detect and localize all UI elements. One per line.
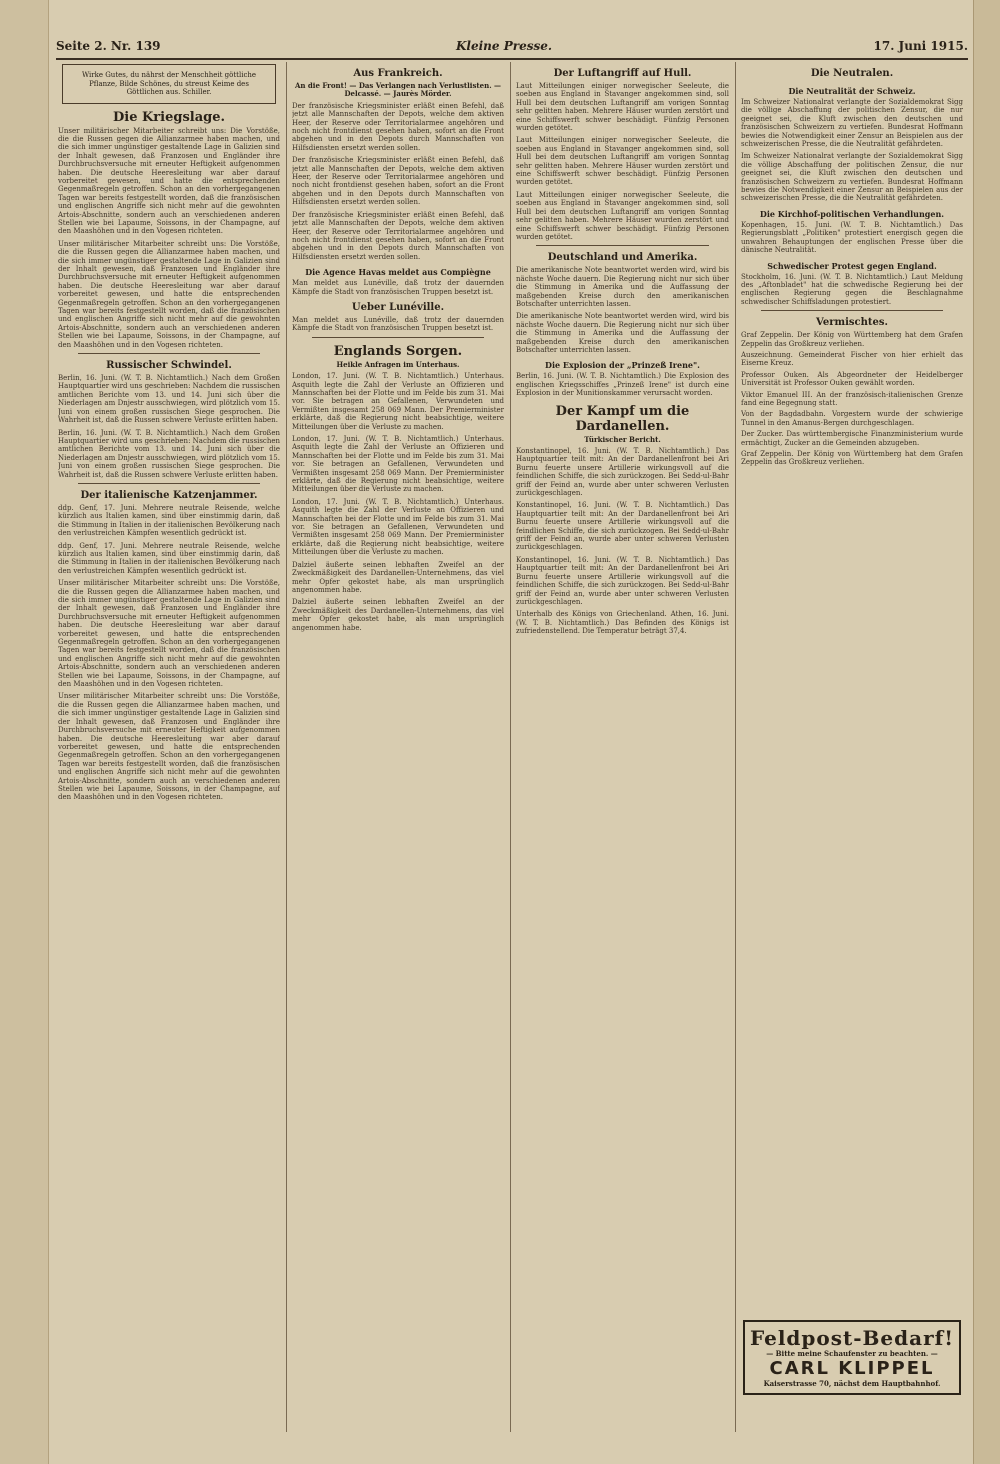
article-havas: Man meldet aus Lunéville, daß trotz der dauernden Kämpfe die Stadt von französischen Truppen besetzt ist. <box>292 279 504 296</box>
article-dalziel-cont: Dalziel äußerte seinen lebhaften Zweifel an der Zweckmäßigkeit des Dardanellen-Unternehmens, das viel mehr Opfer gekostet habe, als man ursprünglich angenommen habe. <box>292 598 504 632</box>
headline-dardanellen: Der Kampf um die Dardanellen. <box>555 403 690 434</box>
headline-schweiz: Die Neutralität der Schweiz. <box>788 86 916 96</box>
article-kriegslage-cont: Unser militärischer Mitarbeiter schreibt uns: Die Vorstöße, die die Russen gegen die Allianzarmee haben machen, und die sich immer ungünstiger gestaltende Lage in Galizien sind der Inhalt gewesen, daß Franzosen und Engländer ihre Durchbruchsversuche mit erneuter Heftigkeit aufgenommen haben. Die deutsche Heeresleitung war aber darauf vorbereitet gewesen, und hatte die entsprechenden Gegenmaßregeln getroffen. Schon an den vorhergegangenen Tagen war bereits festgestellt worden, daß die französischen und englischen Angriffe sich nicht mehr auf die gewohnten Artois-Abschnitte, sondern auch an verschiedenen anderen Stellen wie bei Lapaume, Soissons, in der Champagne, auf den Maashöhen und in den Vogesen richteten. <box>58 239 280 349</box>
article-dardanellen-cont2: Konstantinopel, 16. Juni. (W. T. B. Nichtamtlich.) Das Hauptquartier teilt mit: An der Dardanellenfront bei Ari Burnu feuerte unsere Artillerie wirkungsvoll auf die feindlichen Schiffe, die sich zurückzogen. Bei Sedd-ul-Bahr griff der Feind an, wurde aber unter schweren Verlusten zurückgeschlagen. <box>516 555 729 606</box>
article-prinzess-irene: Berlin, 16. Juni. (W. T. B. Nichtamtlich.) Die Explosion des englischen Kriegsschiffes „Prinzeß Irene" ist durch eine Explosion in der Munitionskammer verursacht worden. <box>516 372 729 398</box>
misc-item-repeat: Graf Zeppelin. Der König von Württemberg hat dem Grafen Zeppelin das Großkreuz verliehen. <box>741 450 963 467</box>
article-dardanellen: Konstantinopel, 16. Juni. (W. T. B. Nichtamtlich.) Das Hauptquartier teilt mit: An der Dardanellenfront bei Ari Burnu feuerte unsere Artillerie wirkungsvoll auf die feindlichen Schiffe, die sich zurückzogen. Bei Sedd-ul-Bahr griff der Feind an, wurde aber unter schweren Verlusten zurückgeschlagen. <box>516 447 729 498</box>
headline-luneville: Ueber Lunéville. <box>351 301 445 313</box>
divider <box>761 310 943 311</box>
headline-havas: Die Agence Havas meldet aus Compiègne <box>305 267 491 278</box>
article-englands-sorgen-cont2: London, 17. Juni. (W. T. B. Nichtamtlich.) Unterhaus. Asquith legte die Zahl der Verluste an Offizieren und Mannschaften bei der Flotte und im Felde bis zum 31. Mai vor. Sie betragen an Gefallenen, Verwundeten und Vermißten insgesamt 258 069 Mann. Der Premierminister erklärte, daß die Regierung nicht beabsichtige, weitere Mitteilungen über die Verluste zu machen. <box>292 497 504 557</box>
misc-item: Der Zucker. Das württembergische Finanzministerium wurde ermächtigt, Zucker an die Gemeinden abzugeben. <box>741 430 963 447</box>
article-schweiz-cont: Im Schweizer Nationalrat verlangte der Sozialdemokrat Sigg die völlige Abschaffung der politischen Zensur, die nur geeignet sei, die Kluft zwischen den deutschen und französischen Schweizern zu vertiefen. Bundesrat Hoffmann bewies die Notwendigkeit einer Zensur an Beispielen aus der schweizerischen Presse, die die Neutralität gefährdeten. <box>741 152 963 203</box>
ad-title: Feldpost-Bedarf! <box>749 1326 955 1350</box>
article-hull: Laut Mitteilungen einiger norwegischer Seeleute, die soeben aus England in Stavanger angekommen sind, soll Hull bei dem deutschen Luftangriff am vorigen Sonntag sehr gelitten haben. Mehrere Häuser wurden zerstört und eine Schiffswerft schwer beschädigt. Fünfzig Personen wurden getötet. <box>516 82 729 133</box>
article-katzenjammer: ddp. Genf, 17. Juni. Mehrere neutrale Reisende, welche kürzlich aus Italien kamen, sind über einstimmig darin, daß die Stimmung in Italien in der italienischen Bevölkerung nach den verlustreichen Kämpfen wesentlich gedrückt ist. <box>58 503 280 538</box>
ad-company: CARL KLIPPEL <box>769 1358 935 1380</box>
headline-schweden: Schwedischer Protest gegen England. <box>767 260 937 271</box>
column-rule <box>735 62 736 1432</box>
headline-prinzess-irene: Die Explosion der „Prinzeß Irene". <box>545 360 700 371</box>
article-schweden: Stockholm, 16. Juni. (W. T. B. Nichtamtlich.) Laut Meldung des „Aftonbladet" hat die schwedische Regierung bei der englischen Regierung gegen die Beschlagnahme schwedischer Schiffsladungen protestiert. <box>741 272 963 306</box>
article-schwindel-cont: Berlin, 16. Juni. (W. T. B. Nichtamtlich.) Nach dem Großen Hauptquartier wird uns geschrieben: Nachdem die russischen amtlichen Berichte vom 13. und 14. Juni sich über die Niederlagen am Dnjestr ausschwiegen, wird plötzlich vom 15. Juni von einem großen russischen Siege gesprochen. Die Wahrheit ist, daß die Russen schwere Verluste erlitten haben. <box>58 428 280 479</box>
article-schwindel: Berlin, 16. Juni. (W. T. B. Nichtamtlich.) Nach dem Großen Hauptquartier wird uns geschrieben: Nachdem die russischen amtlichen Berichte vom 13. und 14. Juni sich über die Niederlagen am Dnjestr ausschwiegen, wird plötzlich vom 15. Juni von einem großen russischen Siege gesprochen. Die Wahrheit ist, daß die Russen schwere Verluste erlitten haben. <box>58 374 280 425</box>
article-katzenjammer-cont: ddp. Genf, 17. Juni. Mehrere neutrale Reisende, welche kürzlich aus Italien kamen, sind über einstimmig darin, daß die Stimmung in Italien in der italienischen Bevölkerung nach den verlustreichen Kämpfen wesentlich gedrückt ist. <box>58 541 280 575</box>
motto-box: Wirke Gutes, du nährst der Menschheit göttliche Pflanze, Bilde Schönes, du streust Keime des Göttlichen aus. Schiller. <box>62 64 276 104</box>
article-hull-cont: Laut Mitteilungen einiger norwegischer Seeleute, die soeben aus England in Stavanger angekommen sind, soll Hull bei dem deutschen Luftangriff am vorigen Sonntag sehr gelitten haben. Mehrere Häuser wurden zerstört und eine Schiffswerft schwer beschädigt. Fünfzig Personen wurden getötet. <box>516 136 729 187</box>
article-englands-sorgen: London, 17. Juni. (W. T. B. Nichtamtlich.) Unterhaus. Asquith legte die Zahl der Verluste an Offizieren und Mannschaften bei der Flotte und im Felde bis zum 31. Mai vor. Sie betragen an Gefallenen, Verwundeten und Vermißten insgesamt 258 069 Mann. Der Premierminister erklärte, daß die Regierung nicht beabsichtige, weitere Mitteilungen über die Verluste zu machen. <box>292 372 504 431</box>
misc-item: Viktor Emanuel III. An der französisch-italienischen Grenze fand eine Begegnung statt. <box>741 390 963 407</box>
paper-title: Kleine Presse. <box>456 39 553 53</box>
page-edge <box>973 0 1000 1464</box>
article-frankreich-cont: Der französische Kriegsminister erläßt einen Befehl, daß jetzt alle Mannschaften der Depots, welche dem aktiven Heer, der Reserve oder Territorialarmee angehören und noch nicht frontdienst gesehen haben, sofort an die Front abgehen und in den Depots durch Mannschaften von Hilfsdiensten ersetzt werden sollen. <box>292 156 504 207</box>
headline-kriegslage: Die Kriegslage. <box>112 109 226 125</box>
column-rule <box>510 62 511 1432</box>
divider <box>312 337 484 338</box>
article-kriegslage: Unser militärischer Mitarbeiter schreibt uns: Die Vorstöße, die die Russen gegen die Allianzarmee haben machen, und die sich immer ungünstiger gestaltende Lage in Galizien sind der Inhalt gewesen, daß Franzosen und Engländer ihre Durchbruchsversuche mit erneuter Heftigkeit aufgenommen haben. Die deutsche Heeresleitung war aber darauf vorbereitet gewesen, und hatte die entsprechenden Gegenmaßregeln getroffen. Schon an den vorhergegangenen Tagen war bereits festgestellt worden, daß die französischen und englischen Angriffe sich nicht mehr auf die gewohnten Artois-Abschnitte, sondern auch an verschiedenen anderen Stellen wie bei Lapaume, Soissons, in der Champagne, auf den Maashöhen und in den Vogesen richteten. <box>58 126 280 236</box>
column-3 <box>516 62 729 1442</box>
column-2 <box>292 62 504 1442</box>
divider <box>536 245 709 246</box>
article-frankreich: Der französische Kriegsminister erläßt einen Befehl, daß jetzt alle Mannschaften der Depots, welche dem aktiven Heer, der Reserve oder Territorialarmee angehören und noch nicht frontdienst gesehen haben, sofort an die Front abgehen und in den Depots durch Mannschaften von Hilfsdiensten ersetzt werden sollen. <box>292 101 504 152</box>
column-rule <box>286 62 287 1432</box>
misc-item: Professor Ouken. Als Abgeordneter der Heidelberger Universität ist Professor Ouken gewählt worden. <box>741 370 963 388</box>
subhead-englands-sorgen: Heikle Anfragen im Unterhaus. <box>336 359 460 369</box>
page-number: Seite 2. Nr. 139 <box>56 39 161 53</box>
advertisement-feldpost <box>743 1320 961 1395</box>
headline-katzenjammer: Der italienische Katzenjammer. <box>80 489 258 501</box>
article-englands-sorgen-cont: London, 17. Juni. (W. T. B. Nichtamtlich.) Unterhaus. Asquith legte die Zahl der Verluste an Offizieren und Mannschaften bei der Flotte und im Felde bis zum 31. Mai vor. Sie betragen an Gefallenen, Verwundeten und Vermißten insgesamt 258 069 Mann. Der Premierminister erklärte, daß die Regierung nicht beabsichtige, weitere Mitteilungen über die Verluste zu machen. <box>292 435 504 494</box>
column-4 <box>741 62 963 1442</box>
ad-address: Kaiserstrasse 70, nächst dem Hauptbahnhof. <box>763 1379 941 1389</box>
article-dalziel: Dalziel äußerte seinen lebhaften Zweifel an der Zweckmäßigkeit des Dardanellen-Unternehmens, das viel mehr Opfer gekostet habe, als man ursprünglich angenommen habe. <box>292 560 504 594</box>
subhead-dardanellen: Türkischer Bericht. <box>584 434 661 444</box>
divider <box>78 483 260 484</box>
headline-amerika: Deutschland und Amerika. <box>547 252 698 264</box>
article-kriegslage-extra2: Unser militärischer Mitarbeiter schreibt uns: Die Vorstöße, die die Russen gegen die Allianzarmee haben machen, und die sich immer ungünstiger gestaltende Lage in Galizien sind der Inhalt gewesen, daß Franzosen und Engländer ihre Durchbruchsversuche mit erneuter Heftigkeit aufgenommen haben. Die deutsche Heeresleitung war aber darauf vorbereitet gewesen, und hatte die entsprechenden Gegenmaßregeln getroffen. Schon an den vorhergegangenen Tagen war bereits festgestellt worden, daß die französischen und englischen Angriffe sich nicht mehr auf die gewohnten Artois-Abschnitte, sondern auch an verschiedenen anderen Stellen wie bei Lapaume, Soissons, in der Champagne, auf den Maashöhen und in den Vogesen richteten. <box>58 692 280 802</box>
article-luneville: Man meldet aus Lunéville, daß trotz der dauernden Kämpfe die Stadt von französischen Truppen besetzt ist. <box>292 315 504 333</box>
article-kriegslage-extra: Unser militärischer Mitarbeiter schreibt uns: Die Vorstöße, die die Russen gegen die Allianzarmee haben machen, und die sich immer ungünstiger gestaltende Lage in Galizien sind der Inhalt gewesen, daß Franzosen und Engländer ihre Durchbruchsversuche mit erneuter Heftigkeit aufgenommen haben. Die deutsche Heeresleitung war aber darauf vorbereitet gewesen, und hatte die entsprechenden Gegenmaßregeln getroffen. Schon an den vorhergegangenen Tagen war bereits festgestellt worden, daß die französischen und englischen Angriffe sich nicht mehr auf die gewohnten Artois-Abschnitte, sondern auch an verschiedenen anderen Stellen wie bei Lapaume, Soissons, in der Champagne, auf den Maashöhen und in den Vogesen richteten. <box>58 579 280 689</box>
article-hull-cont2: Laut Mitteilungen einiger norwegischer Seeleute, die soeben aus England in Stavanger angekommen sind, soll Hull bei dem deutschen Luftangriff am vorigen Sonntag sehr gelitten haben. Mehrere Häuser wurden zerstört und eine Schiffswerft schwer beschädigt. Fünfzig Personen wurden getötet. <box>516 190 729 241</box>
headline-frankreich: Aus Frankreich. <box>353 68 443 79</box>
column-1 <box>58 62 280 1442</box>
binding-gutter <box>0 0 49 1464</box>
misc-item: Graf Zeppelin. Der König von Württemberg hat dem Grafen Zeppelin das Großkreuz verliehen. <box>741 331 963 348</box>
article-amerika-cont: Die amerikanische Note beantwortet werden wird, wird bis nächste Woche dauern. Die Regierung nicht nur sich über die Stimmung in Amerika und die Auffassung der maßgebenden Kreise durch den amerikanischen Botschafter unterrichten lassen. <box>516 312 729 354</box>
article-koenig: Unterhalb des Königs von Griechenland. Athen, 16. Juni. (W. T. B. Nichtamtlich.) Das Befinden des Königs ist zufriedenstellend. Die Temperatur beträgt 37,4. <box>516 610 729 636</box>
headline-neutralen: Die Neutralen. <box>810 68 894 79</box>
ad-note: — Bitte meine Schaufenster zu beachten. — <box>766 1349 938 1358</box>
article-frankreich-cont2: Der französische Kriegsminister erläßt einen Befehl, daß jetzt alle Mannschaften der Depots, welche dem aktiven Heer, der Reserve oder Territorialarmee angehören und noch nicht frontdienst gesehen haben, sofort an die Front abgehen und in den Depots durch Mannschaften von Hilfsdiensten ersetzt werden sollen. <box>292 210 504 261</box>
divider <box>78 353 260 354</box>
article-dardanellen-cont: Konstantinopel, 16. Juni. (W. T. B. Nichtamtlich.) Das Hauptquartier teilt mit: An der Dardanellenfront bei Ari Burnu feuerte unsere Artillerie wirkungsvoll auf die feindlichen Schiffe, die sich zurückzogen. Bei Sedd-ul-Bahr griff der Feind an, wurde aber unter schweren Verlusten zurückgeschlagen. <box>516 501 729 552</box>
headline-englands-sorgen: Englands Sorgen. <box>333 343 463 359</box>
misc-item: Von der Bagdadbahn. Vorgestern wurde der schwierige Tunnel in den Amanus-Bergen durchgeschlagen. <box>741 410 963 427</box>
headline-vermischtes: Vermischtes. <box>816 317 888 329</box>
article-amerika: Die amerikanische Note beantwortet werden wird, wird bis nächste Woche dauern. Die Regierung nicht nur sich über die Stimmung in Amerika und die Auffassung der maßgebenden Kreise durch den amerikanischen Botschafter unterrichten lassen. <box>516 266 729 308</box>
article-daenemark: Kopenhagen, 15. Juni. (W. T. B. Nichtamtlich.) Das Regierungsblatt „Politiken" protestiert energisch gegen die unwahren Behauptungen der englischen Presse über die dänische Neutralität. <box>741 220 963 255</box>
headline-hull: Der Luftangriff auf Hull. <box>553 68 692 79</box>
article-schweiz: Im Schweizer Nationalrat verlangte der Sozialdemokrat Sigg die völlige Abschaffung der politischen Zensur, die nur geeignet sei, die Kluft zwischen den deutschen und französischen Schweizern zu vertiefen. Bundesrat Hoffmann bewies die Notwendigkeit einer Zensur an Beispielen aus der schweizerischen Presse, die die Neutralität gefährdeten. <box>741 98 963 149</box>
issue-date: 17. Juni 1915. <box>873 39 968 53</box>
headline-verhandlungen: Die Kirchhof-politischen Verhandlungen. <box>759 208 945 219</box>
headline-schwindel: Russischer Schwindel. <box>106 360 232 372</box>
misc-item: Auszeichnung. Gemeinderat Fischer von hier erhielt das Eiserne Kreuz. <box>741 350 963 368</box>
masthead <box>56 36 968 60</box>
subhead-frankreich: An die Front! — Das Verlangen nach Verlustlisten. — Delcassé. — Jaurès Mörder. <box>294 81 502 99</box>
